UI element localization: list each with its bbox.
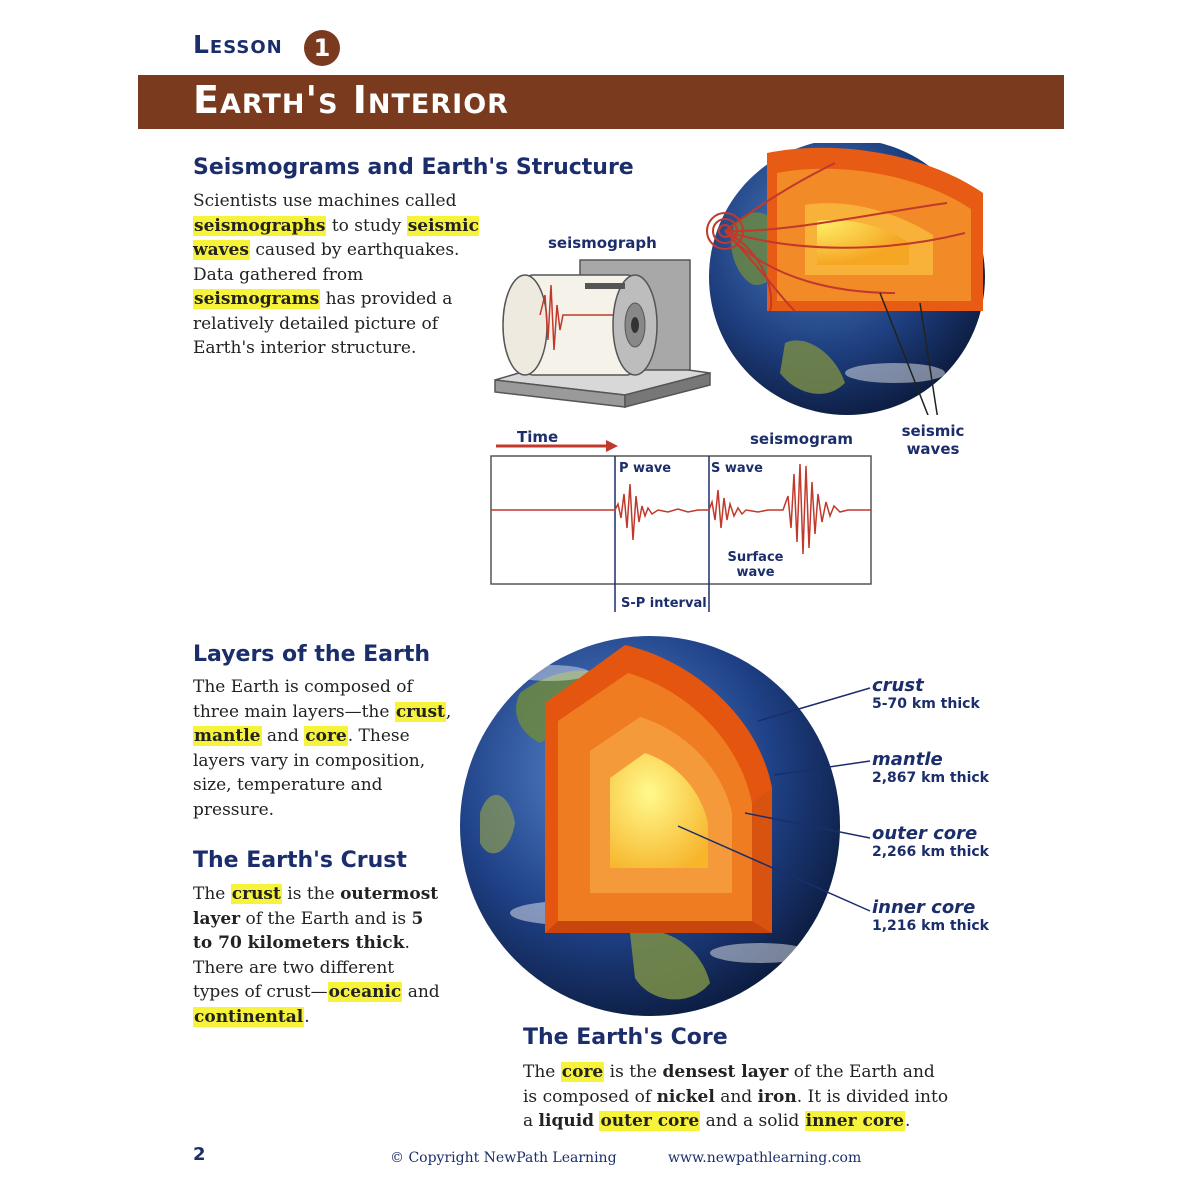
layer-thickness: 2,867 km thick	[872, 770, 989, 786]
layer-thickness: 2,266 km thick	[872, 844, 989, 860]
highlight-term: seismic waves	[193, 215, 479, 260]
bold-term: nickel	[656, 1086, 715, 1107]
seismograph-illustration	[485, 255, 715, 415]
highlight-term: outer core	[600, 1111, 700, 1131]
label-line: Surface	[727, 550, 784, 565]
text-run: and a solid	[700, 1111, 805, 1131]
page-number: 2	[193, 1144, 206, 1165]
highlight-term: seismograms	[194, 289, 320, 309]
bold-term: densest layer	[662, 1062, 789, 1082]
text-run: Scientists use machines called	[193, 191, 457, 211]
text-run: to study	[326, 215, 407, 236]
copyright-text: © Copyright NewPath Learning	[390, 1150, 617, 1166]
seismogram-label: seismogram	[750, 430, 853, 448]
earth-layers-diagram	[460, 633, 880, 1023]
bold-term: 5 to 70 kilometers thick	[193, 908, 424, 953]
s-wave-label: S wave	[711, 461, 763, 476]
highlight-term: crust	[231, 884, 281, 904]
highlight-term: inner core	[805, 1111, 904, 1131]
highlight-term: seismographs	[194, 215, 326, 236]
earth-seismic-diagram	[695, 143, 1000, 415]
text-run: The Earth is composed of three main layers—the	[193, 677, 413, 722]
text-run: is the	[281, 884, 341, 904]
seismograph-label: seismograph	[548, 234, 657, 252]
section-heading-seismograms: Seismograms and Earth's Structure	[193, 155, 634, 180]
layers-paragraph	[193, 675, 453, 822]
layer-thickness: 5-70 km thick	[872, 696, 980, 712]
text-run: has provided a relatively detailed picture of Earth's interior structure.	[193, 289, 453, 358]
website-link[interactable]: www.newpathlearning.com	[668, 1150, 862, 1166]
page-title: Earth's Interior	[193, 78, 509, 122]
text-run: and	[261, 726, 305, 746]
section-heading-core: The Earth's Core	[523, 1025, 728, 1050]
seismic-waves-label	[898, 422, 968, 458]
section-heading-layers: Layers of the Earth	[193, 642, 431, 667]
layer-name: mantle	[872, 749, 943, 770]
text-run: .	[904, 1111, 911, 1131]
bold-term: liquid	[538, 1111, 595, 1131]
text-run: is the	[604, 1062, 663, 1082]
text-run: of the Earth and is composed of	[523, 1062, 935, 1107]
seismogram-chart	[488, 424, 878, 614]
layer-thickness: 1,216 km thick	[872, 918, 989, 934]
section-heading-crust: The Earth's Crust	[193, 848, 407, 873]
time-label: Time	[517, 428, 559, 446]
text-run: and	[402, 982, 440, 1002]
bold-term: iron	[757, 1086, 797, 1107]
highlight-term: core	[561, 1062, 604, 1082]
crust-paragraph	[193, 882, 443, 1029]
sp-interval-label: S-P interval	[621, 596, 707, 611]
layer-inner-core	[872, 897, 989, 934]
bold-term: outermost layer	[193, 884, 439, 929]
text-run: caused by earthquakes. Data gathered from	[193, 240, 460, 285]
layer-crust	[872, 675, 980, 712]
layer-mantle	[872, 749, 989, 786]
surface-wave-label	[718, 550, 793, 580]
text-run: . These layers vary in composition, size, temperature and pressure.	[193, 726, 426, 820]
highlight-term: continental	[194, 1006, 304, 1027]
text-run: . It is divided into a	[523, 1086, 949, 1131]
layer-name: outer core	[872, 823, 978, 844]
label-line: waves	[906, 440, 960, 458]
text-run: ,	[445, 701, 452, 722]
p-wave-label: P wave	[619, 461, 672, 476]
highlight-term: mantle	[194, 726, 261, 746]
label-line: seismic	[901, 422, 965, 440]
highlight-term: crust	[395, 701, 445, 722]
text-run: of the Earth and is	[240, 908, 412, 929]
text-run: . There are two different types of crust—	[193, 933, 410, 1002]
lesson-number-badge: 1	[304, 30, 340, 66]
layer-name: inner core	[872, 897, 976, 918]
text-run: The	[193, 884, 231, 904]
highlight-term: oceanic	[328, 982, 402, 1002]
layer-outer-core	[872, 823, 989, 860]
core-paragraph	[523, 1060, 953, 1134]
text-run: The	[523, 1062, 561, 1082]
seismograms-paragraph	[193, 189, 493, 361]
lesson-label: Lesson	[193, 30, 283, 59]
text-run: .	[304, 1006, 310, 1027]
highlight-term: core	[305, 726, 347, 746]
text-run: and	[714, 1086, 758, 1107]
label-line: wave	[736, 565, 775, 580]
layer-name: crust	[872, 675, 924, 696]
